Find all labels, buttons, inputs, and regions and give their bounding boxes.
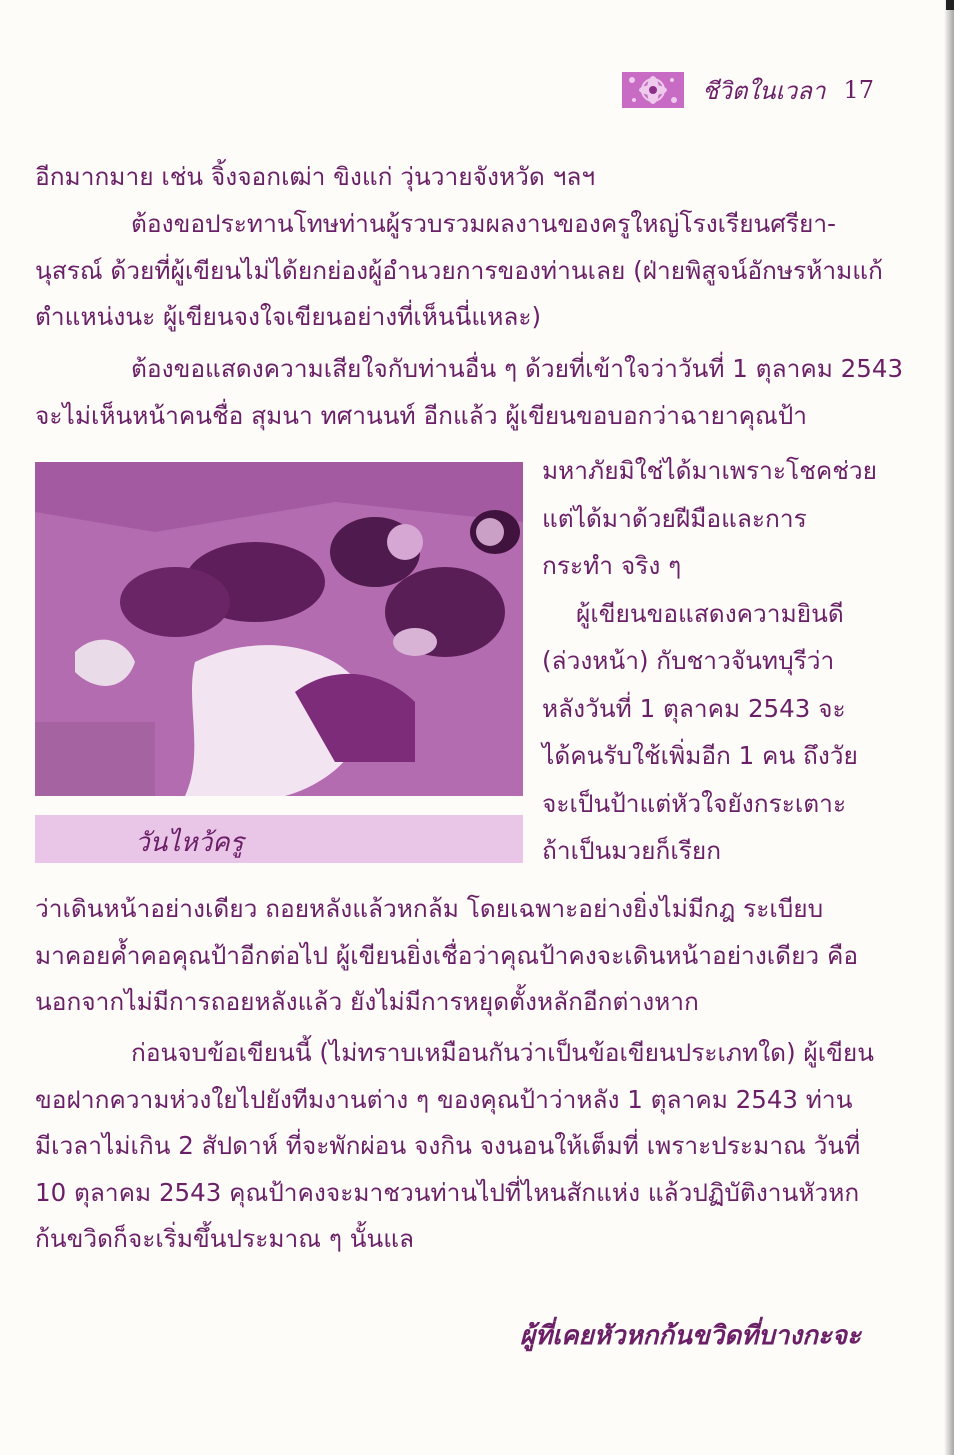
text-line: มีเวลาไม่เกิน 2 สัปดาห์ ที่จะพักผ่อน จงกิน จงนอนให้เต็มที่ เพราะประมาณ วันที่: [35, 1131, 861, 1160]
paragraph-1: [35, 154, 865, 201]
text-line: ว่าเดินหน้าอย่างเดียว ถอยหลังแล้วหกล้ม โดยเฉพาะอย่างยิ่งไม่มีกฎ ระเบียบ: [35, 894, 824, 923]
text-line: หลังวันที่ 1 ตุลาคม 2543 จะ: [542, 693, 846, 723]
paragraph-5: [35, 1030, 875, 1263]
text-line: ขอฝากความห่วงใยไปยังทีมงานต่าง ๆ ของคุณป้าว่าหลัง 1 ตุลาคม 2543 ท่าน: [35, 1084, 853, 1114]
text-line: นุสรณ์ ด้วยที่ผู้เขียนไม่ได้ยกย่องผู้อำนวยการของท่านเลย (ฝ่ายพิสูจน์อักษรห้ามแก้: [35, 255, 883, 285]
paragraph-3: [35, 346, 904, 439]
ceremony-photo: [35, 462, 523, 796]
text-line: ถ้าเป็นมวยก็เรียก: [542, 836, 722, 865]
text-line: ได้คนรับใช้เพิ่มอีก 1 คน ถึงวัย: [542, 741, 858, 770]
book-title: ชีวิตในเวลา: [702, 76, 826, 105]
text-line: ก่อนจบข้อเขียนนี้ (ไม่ทราบเหมือนกันว่าเป็นข้อเขียนประเภทใด) ผู้เขียน: [131, 1038, 875, 1067]
text-line: (ล่วงหน้า) กับชาวจันทบุรีว่า: [542, 646, 835, 675]
page-number: 17: [843, 76, 874, 104]
running-header: [622, 70, 874, 110]
text-line: อีกมากมาย เช่น จิ้งจอกเฒ่า ขิงแก่ วุ่นวายจังหวัด ฯลฯ: [35, 162, 596, 191]
text-line: มหาภัยมิใช่ได้มาเพราะโชคช่วย: [542, 456, 877, 485]
scan-corner-mark: [946, 0, 954, 10]
text-line: นอกจากไม่มีการถอยหลังแล้ว ยังไม่มีการหยุดตั้งหลักอีกต่างหาก: [35, 987, 699, 1016]
page-edge-shadow: [944, 0, 954, 1455]
paragraph-4: [35, 886, 865, 1026]
text-line: ผู้เขียนขอแสดงความยินดี: [576, 598, 844, 628]
flower-emblem-icon: [622, 72, 684, 108]
text-line: จะเป็นป้าแต่หัวใจยังกระเตาะ: [542, 788, 847, 818]
text-line: มาคอยค้ำคอคุณป้าอีกต่อไป ผู้เขียนยิ่งเชื่อว่าคุณป้าคงจะเดินหน้าอย่างเดียว คือ: [35, 940, 859, 970]
photo-caption: วันไหว้ครู: [135, 828, 244, 858]
caption-bar: [35, 815, 523, 863]
text-line: จะไม่เห็นหน้าคนชื่อ สุมนา ทศานนท์ อีกแล้ว ผู้เขียนขอบอกว่าฉายาคุณป้า: [35, 400, 808, 430]
text-line: ต้องขอแสดงความเสียใจกับท่านอื่น ๆ ด้วยที่เข้าใจว่าวันที่ 1 ตุลาคม 2543: [131, 354, 904, 383]
text-line: ต้องขอประทานโทษท่านผู้รวบรวมผลงานของครูใหญ่โรงเรียนศรียา-: [131, 209, 836, 238]
text-line: ก้นขวิดก็จะเริ่มขึ้นประมาณ ๆ นั้นแล: [35, 1224, 415, 1253]
text-line: 10 ตุลาคม 2543 คุณป้าคงจะมาชวนท่านไปที่ไหนสักแห่ง แล้วปฏิบัติงานหัวหก: [35, 1177, 860, 1207]
text-line: แต่ได้มาด้วยฝีมือและการ: [542, 503, 807, 533]
paragraph-2: [35, 201, 883, 341]
side-column-text: [542, 447, 877, 875]
text-line: ตำแหน่งนะ ผู้เขียนจงใจเขียนอย่างที่เห็นนี่แหละ): [35, 302, 542, 331]
author-signature: ผู้ที่เคยหัวหกก้นขวิดที่บางกะจะ: [519, 1321, 861, 1351]
text-line: กระทำ จริง ๆ: [542, 551, 682, 580]
